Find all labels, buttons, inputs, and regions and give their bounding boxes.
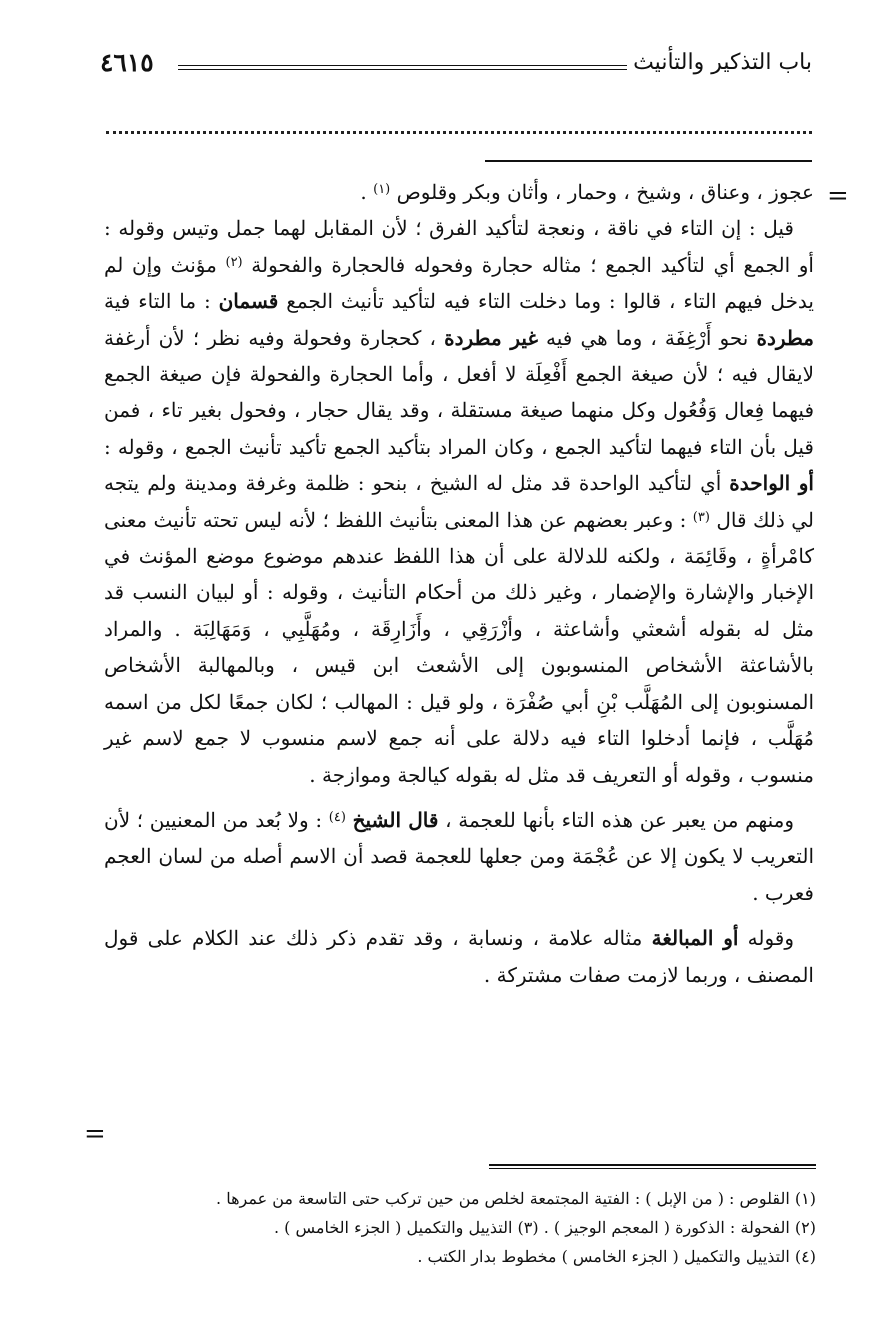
bold-term: مطردة: [756, 325, 815, 350]
footnote-rule: [489, 1164, 816, 1169]
continuation-mark-top: =: [827, 181, 849, 211]
footnote-2-3: (٢) الفحولة : الذكورة ( المعجم الوجيز ) . (٣) التذييل والتكميل ( الجزء الخامس ) .: [274, 1218, 816, 1237]
page-header: [100, 48, 812, 88]
continuation-mark-bottom: =: [84, 1119, 106, 1149]
footnotes: [140, 1184, 816, 1271]
footnote-ref-4: (٤): [328, 809, 346, 825]
footnote-1: (١) القلوص : ( من الإبل ) : الفتية المجتمعة لخلص من حين تركب حتى التاسعة من عمرها .: [216, 1189, 816, 1208]
section-rule: [485, 160, 812, 162]
paragraph-1: عجوز ، وعناق ، وشيخ ، وحمار ، وأثان وبكر وقلوص $^{(١)}$ .: [360, 180, 814, 204]
footnote-ref-2: (٢): [225, 254, 243, 270]
bold-term: قسمان: [218, 289, 279, 314]
main-text: [104, 174, 814, 993]
paragraph-4: وقوله أو المبالغة مثاله علامة ، ونسابة ، وقد تقدم ذكر ذلك عند الكلام على قول المصنف ، وربما لازمت صفات مشتركة .: [104, 926, 814, 987]
bold-term: أو المبالغة: [651, 926, 739, 951]
footnote-ref-1: (١): [373, 182, 391, 197]
paragraph-3: ومنهم من يعبر عن هذه التاء بأنها للعجمة ، قال الشيخ $^{(٤)}$ : ولا بُعد من المعنيين ؛ لأن التعريب لا يكون إلا عن عُجْمَة ومن جعلها للعجمة قصد أن الاسم أصله من لسان العجم فعرب .: [104, 807, 814, 905]
header-double-rule: [178, 65, 627, 70]
footnote-4: (٤) التذييل والتكميل ( الجزء الخامس ) مخطوط بدار الكتب .: [417, 1247, 816, 1266]
running-title: باب التذكير والتأنيث: [633, 50, 812, 75]
bold-term: أو الواحدة: [729, 471, 814, 496]
page-number: ٤٦١٥: [100, 48, 154, 77]
dotted-divider: [106, 131, 812, 134]
bold-term: غير مطردة: [444, 325, 538, 350]
paragraph-2: قيل : إن التاء في ناقة ، ونعجة لتأكيد الفرق ؛ لأن المقابل لهما جمل وتيس وقوله : أو الجمع أي لتأكيد الجمع ؛ مثاله حجارة وفحوله فالحجارة والفحولة $^{(٢)}$ مؤنث وإن لم يدخل فيهم التاء ، قالوا : وما دخلت التاء فيه لتأكيد تأنيث الجمع قسمان : ما التاء فية مطردة نحو أَرْغِفَة ، وما هي فيه غير مطردة ، كحجارة وفحولة وفيه نظر ؛ لأن أرغفة لايقال فيه ؛ لأن صيغة الجمع أَفْعِلَة لا أفعل ، وأما الحجارة والفحولة فإن صيغة الجمع فيهما فِعال وَفُعُول وكل منهما صيغة مستقلة ، وقد يقال حجار ، وفحول بغير تاء ، فمن قيل بأن التاء فيهما لتأكيد الجمع ، وكان المراد بتأكيد الجمع تأكيد تأنيث الجمع ، وقوله : أو الواحدة أي لتأكيد الواحدة قد مثل له الشيخ ، بنحو : ظلمة وغرفة ومدينة ولم يتجه لي ذلك قال $^{(٣)}$ : وعبر بعضهم عن هذا المعنى بتأنيث اللفظ ؛ لأنه ليس تحته تأنيث معنى كامْرأةٍ ، وقَائِمَة ، ولكنه للدلالة على أن هذا اللفظ عندهم موضوع موضع المؤنث في الإخبار والإشارة والإضمار ، وغير ذلك من أحكام التأنيث ، وقوله : أو لبيان النسب قد مثل له بقوله أشعثي وأشاعثة ، وأزْرَقِي ، وأَزَارِقَة ، ومُهَلَّبِي ، وَمَهَالِبَة . والمراد بالأشاعثة الأشخاص المنسوبون إلى الأشعث ابن قيس ، وبالمهالبة الأشخاص المسنوبون إلى المُهَلَّب بْنِ أبي صُفْرَة ، ولو قيل : المهالب ؛ لكان جمعًا لكل من اسمه مُهَلَّب ، فإنما أدخلوا التاء فيه دلالة على أنه جمع لاسم منسوب لا جمع لاسم غير منسوب ، وقوله أو التعريف قد مثل له بقوله كيالجة وموازجة .: [104, 216, 815, 787]
bold-term: قال الشيخ: [352, 807, 439, 832]
footnote-ref-3: (٣): [692, 509, 710, 525]
